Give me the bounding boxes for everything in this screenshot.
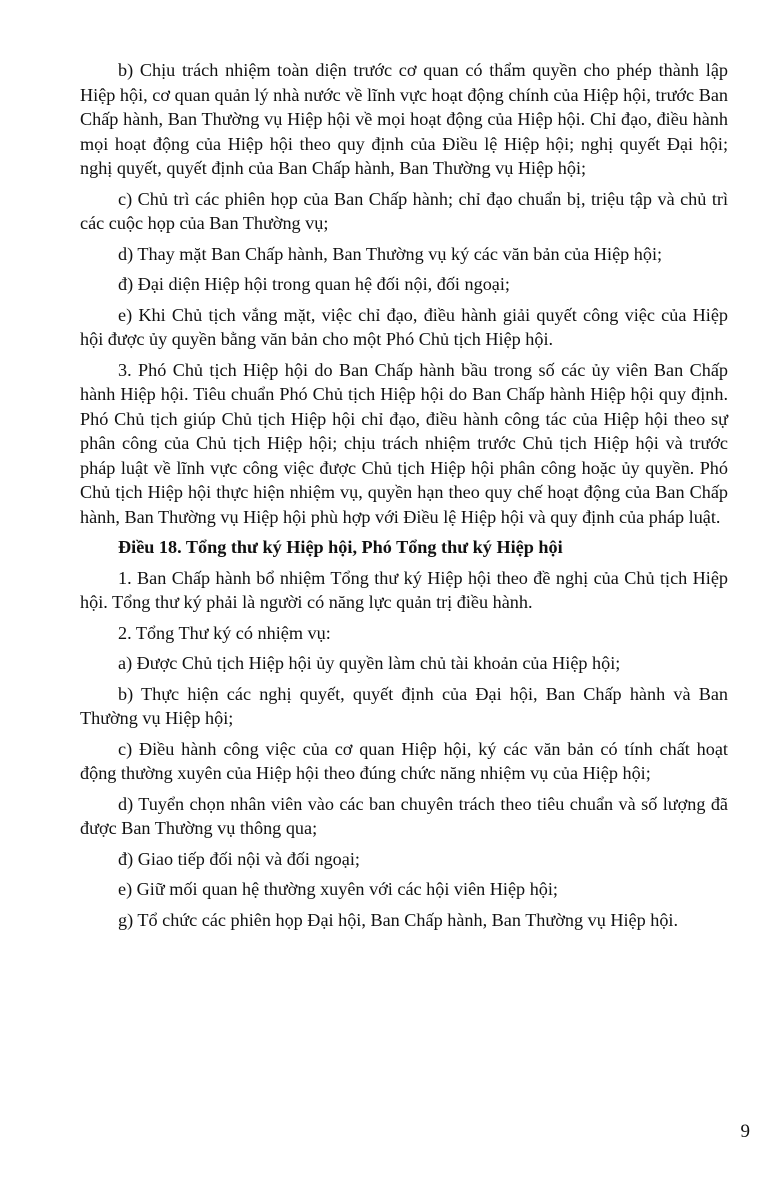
paragraph-1-appoint-secretary-general: 1. Ban Chấp hành bổ nhiệm Tổng thư ký Hiệp hội theo đề nghị của Chủ tịch Hiệp hội. Tổng thư ký phải là người có năng lực quản trị điều hành.: [80, 567, 728, 612]
paragraph-g-organize-meetings: g) Tổ chức các phiên họp Đại hội, Ban Chấp hành, Ban Thường vụ Hiệp hội.: [118, 909, 679, 930]
paragraph-e-chairman-absent: e) Khi Chủ tịch vắng mặt, việc chỉ đạo, điều hành giải quyết công việc của Hiệp hội được ủy quyền bằng văn bản cho một Phó Chủ tịch Hiệp hội.: [80, 304, 728, 349]
paragraph-dd-represent-association: đ) Đại diện Hiệp hội trong quan hệ đối nội, đối ngoại;: [118, 274, 510, 294]
paragraph-2-secretary-duties: 2. Tổng Thư ký có nhiệm vụ:: [118, 622, 331, 643]
article-18-heading: Điều 18. Tổng thư ký Hiệp hội, Phó Tổng thư ký Hiệp hội: [118, 537, 563, 557]
paragraph-c-chair-meetings: c) Chủ trì các phiên họp của Ban Chấp hành; chỉ đạo chuẩn bị, triệu tập và chủ trì các cuộc họp của Ban Thường vụ;: [80, 188, 728, 233]
page-number: 9: [740, 1121, 750, 1142]
paragraph-a-account-holder: a) Được Chủ tịch Hiệp hội ủy quyền làm chủ tài khoản của Hiệp hội;: [118, 653, 621, 673]
paragraph-d-recruit-staff: d) Tuyển chọn nhân viên vào các ban chuyên trách theo tiêu chuẩn và số lượng đã được Ban Thường vụ thông qua;: [80, 793, 728, 838]
paragraph-b-chairman-responsibility: b) Chịu trách nhiệm toàn diện trước cơ quan có thẩm quyền cho phép thành lập Hiệp hội, cơ quan quản lý nhà nước về lĩnh vực hoạt động chính của Hiệp hội, trước Ban Chấp hành, Ban Thường vụ Hiệp hội về mọi hoạt động của Hiệp hội. Chỉ đạo, điều hành mọi hoạt động của Hiệp hội theo quy định của Điều lệ Hiệp hội; nghị quyết Đại hội; nghị quyết, quyết định của Ban Chấp hành, Ban Thường vụ Hiệp hội;: [80, 60, 728, 178]
paragraph-3-vice-chairman: 3. Phó Chủ tịch Hiệp hội do Ban Chấp hành bầu trong số các ủy viên Ban Chấp hành Hiệp hội. Tiêu chuẩn Phó Chủ tịch Hiệp hội do Ban Chấp hành Hiệp hội quy định. Phó Chủ tịch giúp Chủ tịch Hiệp hội chỉ đạo, điều hành công tác của Hiệp hội theo sự phân công của Chủ tịch Hiệp hội; chịu trách nhiệm trước Chủ tịch Hiệp hội và trước pháp luật về lĩnh vực công việc được Chủ tịch Hiệp hội phân công hoặc ủy quyền. Phó Chủ tịch Hiệp hội thực hiện nhiệm vụ, quyền hạn theo quy chế hoạt động của Ban Chấp hành, Ban Thường vụ Hiệp hội phù hợp với Điều lệ Hiệp hội và quy định của pháp luật.: [80, 359, 728, 527]
paragraph-dd-communication: đ) Giao tiếp đối nội và đối ngoại;: [118, 848, 360, 869]
paragraph-b-implement-resolutions: b) Thực hiện các nghị quyết, quyết định của Đại hội, Ban Chấp hành và Ban Thường vụ Hiệp hội;: [80, 683, 728, 728]
paragraph-e-member-relations: e) Giữ mối quan hệ thường xuyên với các hội viên Hiệp hội;: [118, 879, 558, 899]
paragraph-c-manage-office: c) Điều hành công việc của cơ quan Hiệp hội, ký các văn bản có tính chất hoạt động thường xuyên của Hiệp hội theo đúng chức năng nhiệm vụ của Hiệp hội;: [80, 738, 728, 783]
paragraph-d-sign-documents: d) Thay mặt Ban Chấp hành, Ban Thường vụ ký các văn bản của Hiệp hội;: [118, 243, 663, 264]
document-page: [80, 58, 728, 938]
